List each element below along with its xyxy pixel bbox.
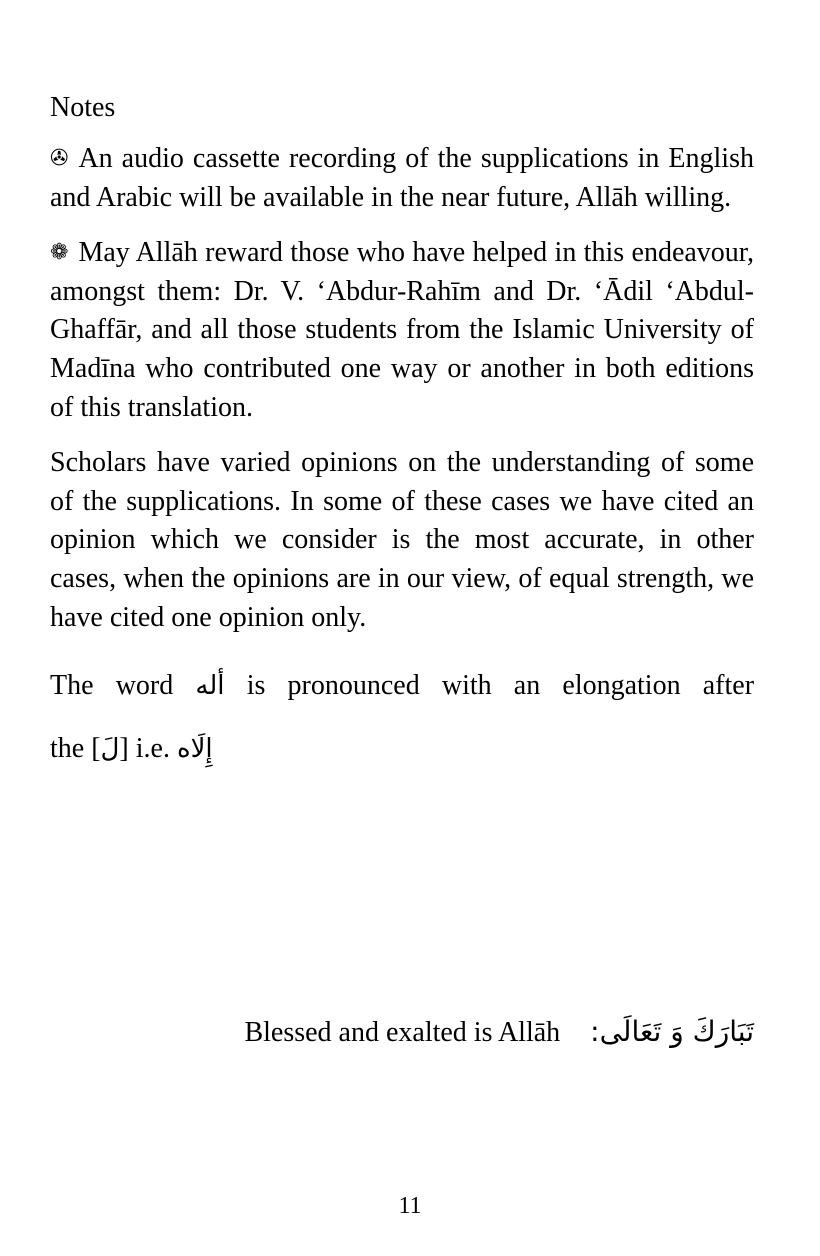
blessed-exalted-line: [50, 1012, 754, 1053]
arabic-word-alh: أله: [195, 671, 225, 702]
rosette-flower-icon: ❁: [50, 240, 69, 266]
note-acknowledgements: [50, 234, 754, 427]
pronunciation-prefix: The word: [50, 670, 174, 702]
note-scholars-opinions: Scholars have varied opinions on the understanding of some of the supplications. In some of these cases we have cited an opinion which we consider is the most accurate, in other cases, when the opinions are in our view, of equal strength, we have cited one opinion only.: [50, 447, 754, 633]
trefoil-flower-icon: ✇: [50, 146, 69, 171]
pronunciation-suffix: is pronounced with an elongation after: [246, 670, 755, 702]
note-acknowledgements-text: May Allāh reward those who have helped in this endeavour, amongst them: Dr. V. ‘Abdur-Rahīm and Dr. ‘Ādil ‘Abdul-Ghaffār, and all those students from the Islamic University of Madīna who contributed one way or another in both editions of this translation.: [50, 237, 754, 423]
note-audio-text: An audio cassette recording of the supplications in English and Arabic will be available in the near future, Allāh willing.: [50, 143, 754, 213]
elongation-example-line: [50, 729, 754, 769]
notes-page: [50, 92, 755, 1048]
pronunciation-line: [50, 667, 754, 705]
arabic-letter-lam: لَ: [100, 734, 120, 765]
arabic-word-ilah: إِلَاه: [176, 734, 213, 765]
ie-middle: ] i.e.: [119, 733, 170, 765]
blessed-english: Blessed and exalted is Allāh: [244, 1017, 561, 1048]
notes-heading: Notes: [50, 92, 116, 123]
blessed-arabic: تَبَارَكَ وَ تَعَالَى:: [590, 1015, 754, 1048]
note-audio-cassette: [50, 140, 754, 217]
page-number: 11: [398, 1193, 422, 1219]
ie-prefix: the [: [50, 733, 101, 765]
